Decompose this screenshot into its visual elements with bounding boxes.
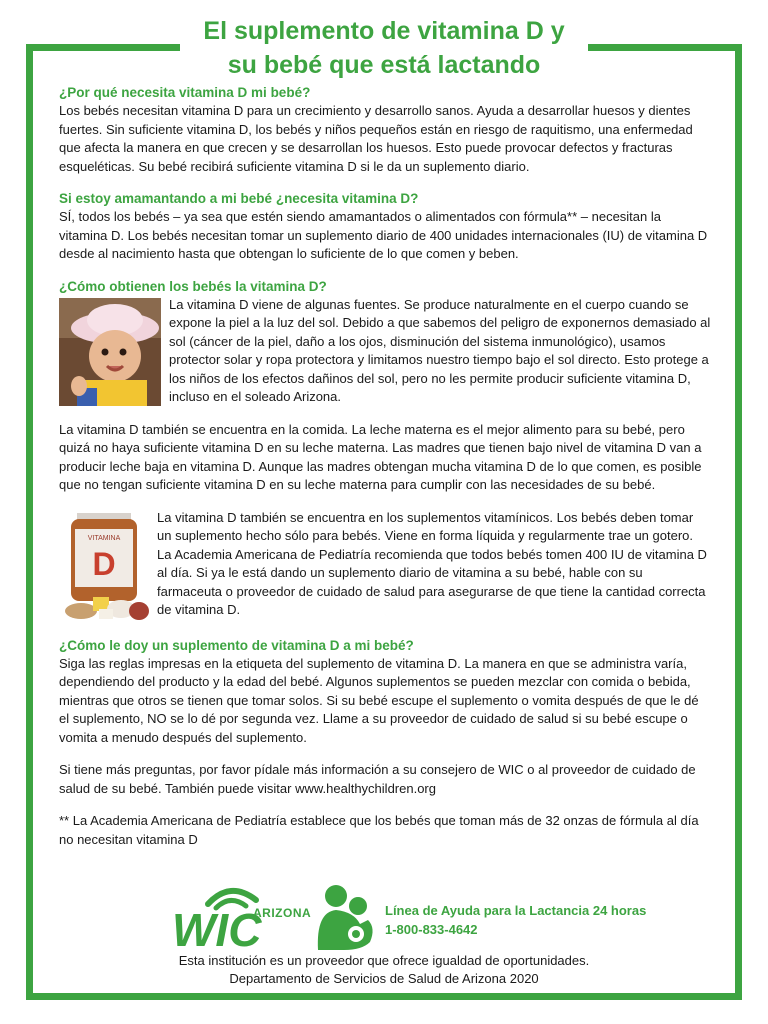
section-heading-how-give: ¿Cómo le doy un suplemento de vitamina D a mi bebé? <box>59 637 414 653</box>
footer-logos <box>170 878 690 954</box>
main-content <box>59 84 711 849</box>
wic-logo-text: WIC <box>172 904 262 952</box>
lactation-hotline <box>385 901 646 939</box>
section-heading-breastfeeding: Si estoy amamantando a mi bebé ¿necesita vitamina D? <box>59 191 419 206</box>
hotline-phone[interactable]: 1-800-833-4642 <box>385 922 478 937</box>
wic-state-label: ARIZONA <box>253 906 312 920</box>
title-line-2: su bebé que está lactando <box>227 51 541 79</box>
sun-paragraph-block <box>59 296 711 407</box>
hotline-title: Línea de Ayuda para la Lactancia 24 horas <box>385 903 647 918</box>
footnote: ** La Academia Americana de Pediatría establece que los bebés que toman más de 32 onzas de fórmula al día no necesitan vitamina D <box>59 813 699 847</box>
section-body-food: La vitamina D también se encuentra en la comida. La leche materna es el mejor alimento para su bebé, pero quizá no haya suficiente vitamina D en su leche materna. Las madres que tienen bajo nivel de vitamina D van a producir leche baja en vitamina D. Aunque las madres obtengan mucha vitamina D de lo que comen, es posible que no tengan suficiente vitamina D en su leche materna para cumplir con las necesidades de su bebé. <box>59 421 702 492</box>
section-body-sun: La vitamina D viene de algunas fuentes. Se produce naturalmente en el cuerpo cuando se expone la piel a la luz del sol. Debido a que sabemos del peligro de exponernos demasiado al sol (cáncer de la piel, daño a los ojos, disminución del sistema inmunológico), usamos protector solar y ropa protectora y limitamos nuestro tiempo bajo el sol directo. Esto protege a los niños de los efectos dañinos del sol, pero no les permite producir suficiente vitamina D, incluso en el soleado Arizona. <box>169 296 711 404</box>
institution-statement <box>60 952 708 988</box>
breastfeeding-icon <box>314 884 376 950</box>
more-info-text: Si tiene más preguntas, por favor pídale más información a su consejero de WIC o al proveedor de cuidado de salud de su bebé. También puede visitar www.healthychildren.org <box>59 762 696 796</box>
title-line-1: El suplemento de vitamina D y <box>203 17 565 45</box>
section-body-how-give: Siga las reglas impresas en la etiqueta del suplemento de vitamina D. La manera en que se administra varía, dependiendo del producto y la edad del bebé. Algunos suplementos se pueden mezclar con comida o bebida, mientras que otros se tienen que tomar solos. Si su bebé escupe el suplemento o vomita después de que le dé el suplemento, NO se lo dé por segunda vez. Llame a su proveedor de cuidado de salud si su bebé escupe o vomita a menudo después del suplemento. <box>59 655 699 745</box>
baby-photo <box>59 298 161 406</box>
institution-line-2: Departamento de Servicios de Salud de Arizona 2020 <box>229 971 539 986</box>
supplement-paragraph-block <box>59 509 711 623</box>
section-body-supplement: La vitamina D también se encuentra en los suplementos vitamínicos. Los bebés deben tomar un suplemento hecho sólo para bebés. Viene en forma líquida y regularmente trae un gotero. La Academia Americana de Pediatría recomienda que todos bebés tomen 400 IU de vitamina D al día. Si ya le está dando un suplemento diario de vitamina a su bebé, hable con su farmaceuta o proveedor de cuidado de salud para asegurarse de que tiene la cantidad correcta de vitamina D. <box>157 509 707 617</box>
bottle-letter: D <box>92 545 116 582</box>
section-body-breastfeeding: SÍ, todos los bebés – ya sea que estén siendo amamantados o alimentados con fórmula** – necesitan la vitamina D. Los bebés necesitan tomar un suplemento diario de 400 unidades internacionales (IU) de vitamina D desde al nacimiento hasta que obtengan lo suficiente de lo que comen y beben. <box>59 209 708 261</box>
bottle-label-text: VITAMINA <box>87 534 121 542</box>
vitamin-d-bottle-image <box>59 513 149 623</box>
institution-line-1: Esta institución es un proveedor que ofrece igualdad de oportunidades. <box>178 953 590 968</box>
page-title <box>180 14 588 82</box>
section-heading-why: ¿Por qué necesita vitamina D mi bebé? <box>59 85 311 100</box>
section-heading-how-get: ¿Cómo obtienen los bebés la vitamina D? <box>59 278 327 294</box>
section-body-why: Los bebés necesitan vitamina D para un crecimiento y desarrollo sanos. Ayuda a desarrollar huesos y dientes fuertes. Sin suficiente vitamina D, los bebés y niños pequeños están en riesgo de raquitismo, una enfermedad que afecta la manera en que crecen y se desarrollan los huesos. Esto puede provocar defectos y fracturas esqueléticas. Su bebé recibirá suficiente vitamina D si le da un suplemento diario. <box>59 103 693 174</box>
